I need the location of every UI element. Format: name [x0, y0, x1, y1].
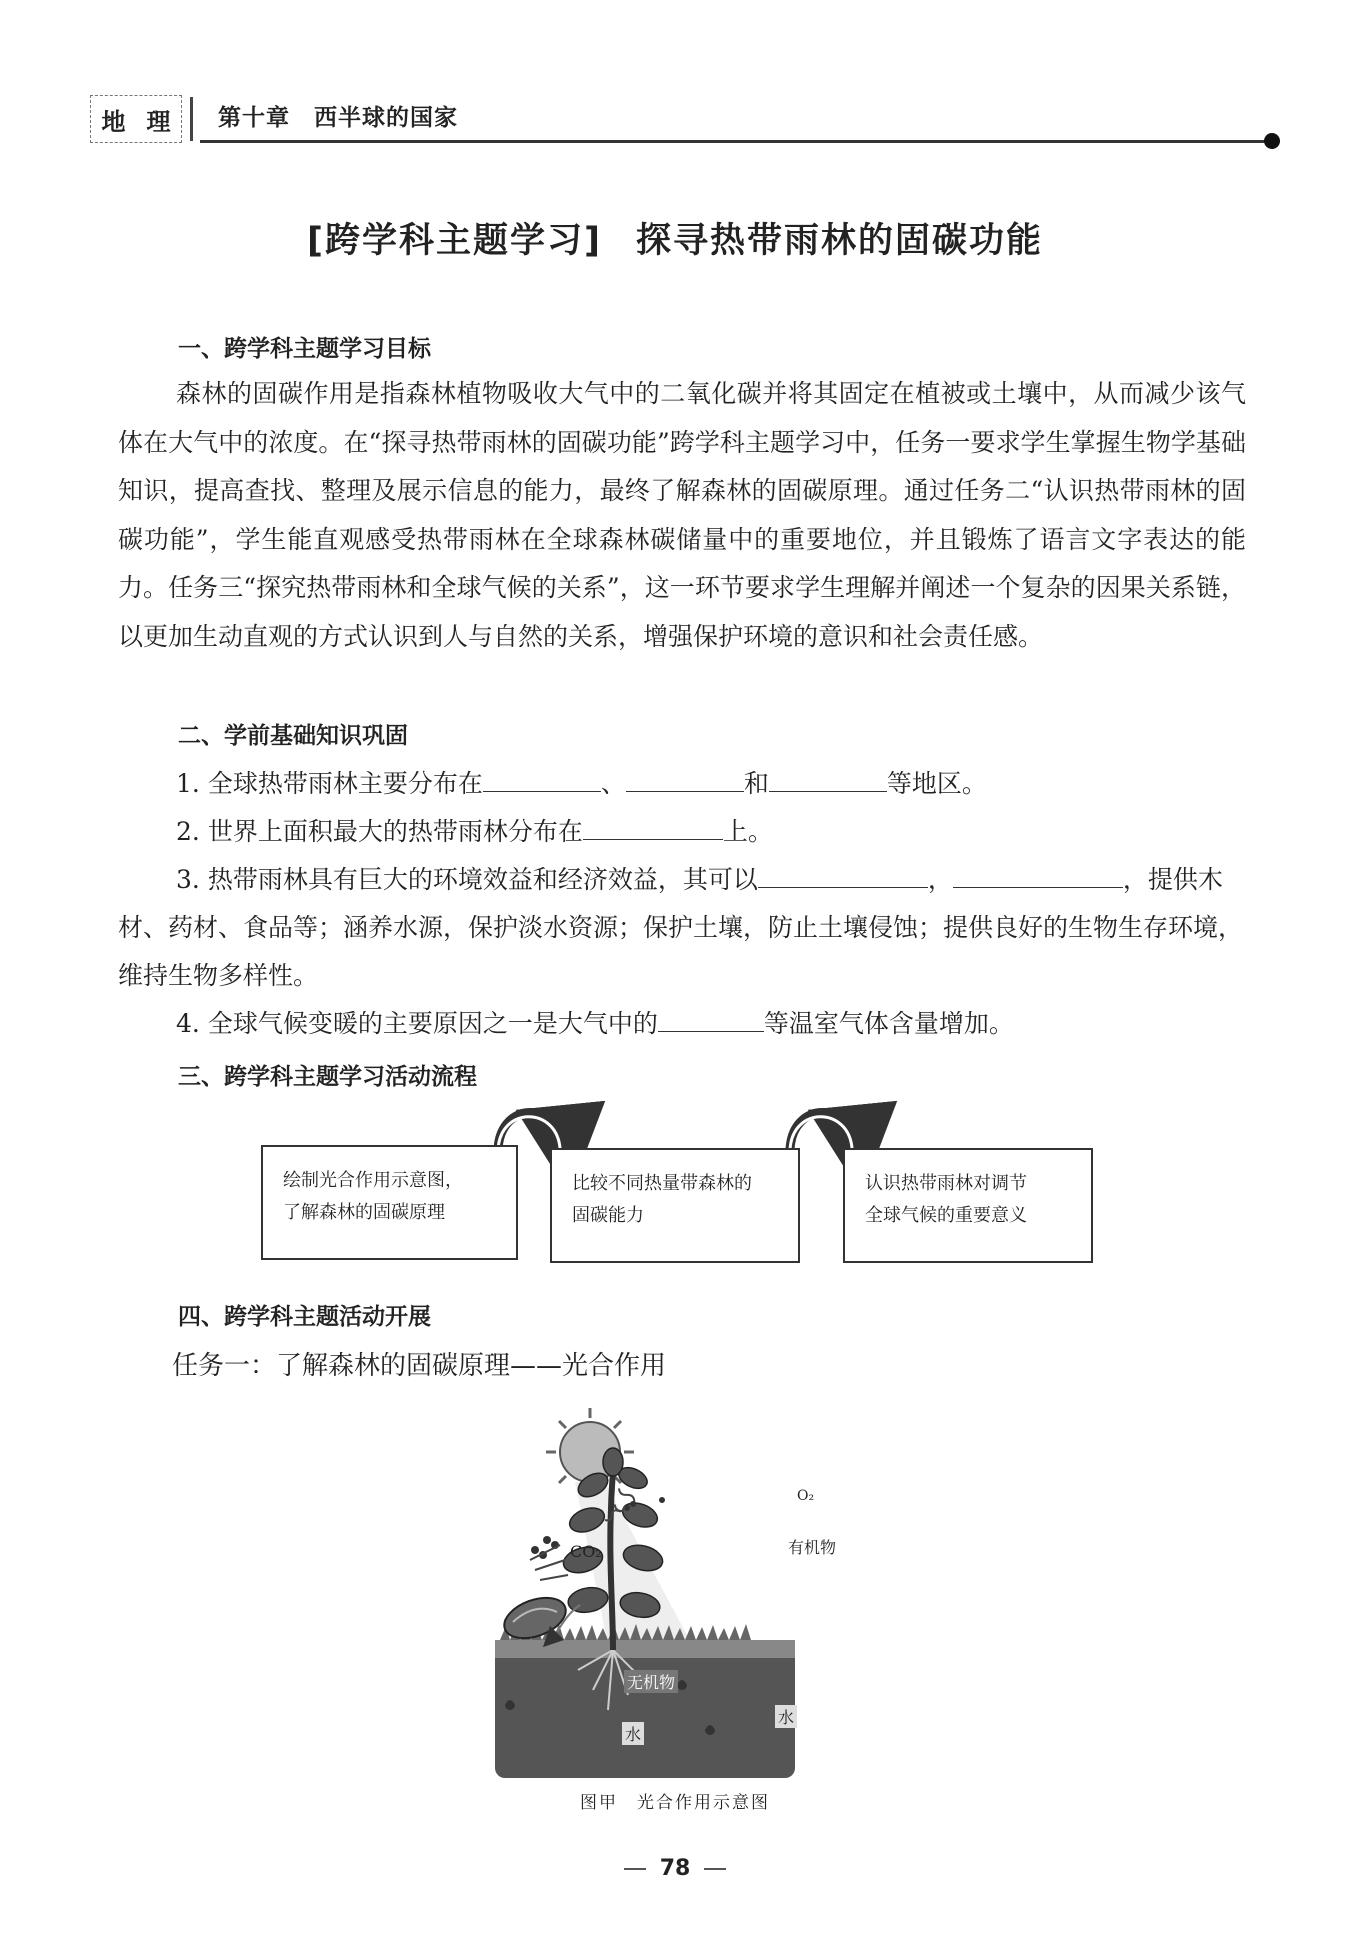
subject-char: 地 [101, 107, 126, 136]
question-text: 全球气候变暖的主要原因之一是大气中的 [207, 1009, 658, 1038]
page-title [0, 213, 1350, 263]
flow-step-1 [261, 1145, 518, 1260]
flow-arrow-2 [790, 1113, 857, 1151]
answer-blank[interactable] [483, 769, 601, 792]
photosynthesis-figure [495, 1400, 855, 1780]
answer-blank[interactable] [626, 769, 744, 792]
page-number-text: 78 [659, 1856, 691, 1881]
subject-char: 理 [146, 107, 171, 136]
header-rule-dot [1264, 133, 1280, 149]
page-header [90, 95, 1280, 145]
flow-step-text: 绘制光合作用示意图， [283, 1170, 463, 1191]
label-water: 水 [622, 1722, 644, 1745]
flow-step-text: 比较不同热量带森林的 [572, 1173, 752, 1194]
question-number: 1. [176, 769, 200, 798]
task-1-title: 任务一：了解森林的固碳原理——光合作用 [172, 1351, 667, 1381]
chapter-title: 第十章 西半球的国家 [218, 104, 458, 131]
flow-step-text: 了解森林的固碳原理 [283, 1202, 445, 1223]
question-text: ，提供木材、药材、食品等；涵养水源，保护淡水资源；保护土壤，防止土壤侵蚀；提供良好的生物生存环境，维持生物多样性。 [118, 865, 1244, 990]
goals-paragraph: 森林的固碳作用是指森林植物吸收大气中的二氧化碳并将其固定在植被或土壤中，从而减少该气体在大气中的浓度。在“探寻热带雨林的固碳功能”跨学科主题学习中，任务一要求学生掌握生物学基础知识，提高查找、整理及展示信息的能力，最终了解森林的固碳原理。通过任务二“认识热带雨林的固碳功能”，学生能直观感受热带雨林在全球森林碳储量中的重要地位，并且锻炼了语言文字表达的能力。任务三“探究热带雨林和全球气候的关系”，这一环节要求学生理解并阐述一个复杂的因果关系链，以更加生动直观的方式认识到人与自然的关系，增强保护环境的意识和社会责任感。 [118, 379, 1246, 651]
title-tag: [跨学科主题学习] [306, 221, 602, 261]
label-inorganic: 无机物 [624, 1670, 678, 1693]
section-heading-basics: 二、学前基础知识巩固 [178, 723, 408, 749]
question-text: 热带雨林具有巨大的环境效益和经济效益，其可以 [207, 865, 758, 894]
question-1 [118, 760, 1246, 808]
section-heading-goals: 一、跨学科主题学习目标 [178, 336, 431, 362]
answer-blank[interactable] [658, 1009, 764, 1032]
flow-step-3 [843, 1148, 1093, 1263]
label-o2: O₂ [797, 1488, 815, 1504]
flow-step-2 [550, 1148, 800, 1263]
header-divider [190, 97, 193, 141]
section-heading-flow: 三、跨学科主题学习活动流程 [178, 1064, 477, 1090]
page-number [0, 1856, 1350, 1881]
answer-blank[interactable] [758, 865, 928, 888]
label-co2: CO₂ [570, 1542, 602, 1561]
label-organic: 有机物 [788, 1538, 837, 1557]
answer-blank[interactable] [769, 769, 887, 792]
question-text: 全球热带雨林主要分布在 [207, 769, 483, 798]
plant-stem [610, 1470, 613, 1650]
question-number: 4. [176, 1009, 200, 1038]
figure-caption: 图甲 光合作用示意图 [580, 1793, 770, 1813]
flow-step-text: 固碳能力 [572, 1205, 644, 1226]
subject-label [90, 95, 182, 143]
question-text: 世界上面积最大的热带雨林分布在 [207, 817, 583, 846]
question-text: 等温室气体含量增加。 [763, 1009, 1014, 1038]
flow-step-text: 认识热带雨林对调节 [865, 1173, 1027, 1194]
question-text: 和 [743, 769, 769, 798]
grass [495, 1640, 795, 1658]
header-rule [200, 140, 1270, 143]
question-text: 、 [600, 769, 626, 798]
label-water: 水 [775, 1705, 797, 1728]
question-text: 等地区。 [886, 769, 987, 798]
soil [495, 1648, 795, 1778]
question-text: ， [927, 865, 953, 894]
question-number: 2. [176, 817, 200, 846]
answer-blank[interactable] [953, 865, 1123, 888]
question-number: 3. [176, 865, 200, 894]
title-main: 探寻热带雨林的固碳功能 [635, 221, 1043, 261]
question-4 [118, 1000, 1246, 1048]
question-2 [118, 808, 1246, 856]
section-heading-activities: 四、跨学科主题活动开展 [178, 1304, 431, 1330]
flow-step-text: 全球气候的重要意义 [865, 1205, 1027, 1226]
question-text: 上。 [722, 817, 773, 846]
flow-arrow-2-highlight [790, 1117, 852, 1150]
answer-blank[interactable] [583, 817, 723, 840]
question-3 [118, 856, 1246, 1000]
